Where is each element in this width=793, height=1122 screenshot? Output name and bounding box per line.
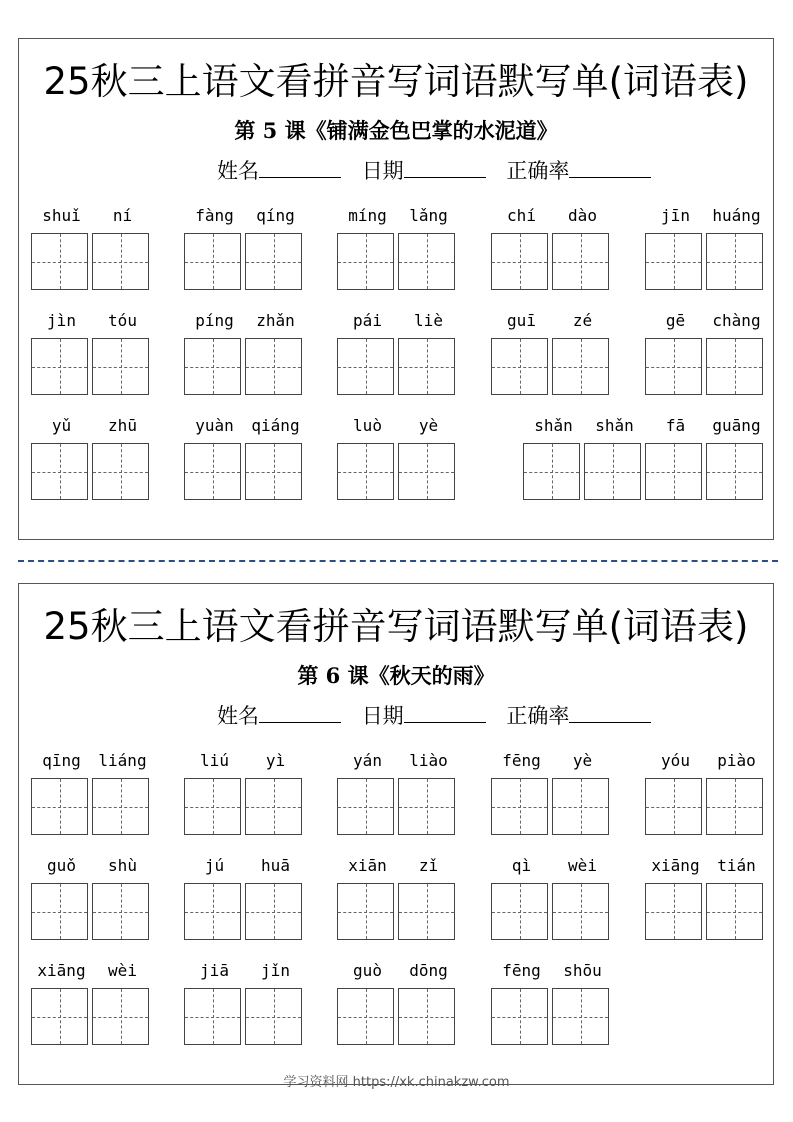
word-group: [337, 310, 459, 395]
worksheet-lesson-6: [18, 583, 774, 1085]
writing-box[interactable]: [398, 778, 455, 835]
pinyin-label: qīng: [42, 751, 81, 770]
char-cell: [645, 415, 706, 500]
pinyin-label: xiāng: [37, 961, 86, 980]
char-cell: [523, 415, 584, 500]
writing-box[interactable]: [337, 233, 394, 290]
char-cell: [398, 855, 459, 940]
word-group: [184, 205, 306, 290]
cut-line: [18, 560, 778, 562]
writing-box[interactable]: [92, 778, 149, 835]
writing-box[interactable]: [245, 338, 302, 395]
char-cell: [337, 205, 398, 290]
word-group: [645, 205, 767, 290]
char-cell: [398, 750, 459, 835]
char-cell: [337, 960, 398, 1045]
char-cell: [552, 750, 613, 835]
word-group: [491, 310, 613, 395]
char-cell: [491, 205, 552, 290]
writing-box[interactable]: [337, 443, 394, 500]
footer-watermark: 学习资料网 https://xk.chinakzw.com: [283, 1075, 510, 1090]
pinyin-label: wèi: [108, 961, 137, 980]
writing-box[interactable]: [184, 338, 241, 395]
writing-box[interactable]: [645, 778, 702, 835]
char-cell: [645, 310, 706, 395]
char-cell: [706, 855, 767, 940]
pinyin-label: tóu: [108, 311, 137, 330]
name-label: 姓名: [217, 704, 259, 728]
pinyin-label: jǐn: [261, 961, 290, 980]
writing-box[interactable]: [491, 338, 548, 395]
pinyin-label: jiā: [200, 961, 229, 980]
student-info-line: [217, 155, 665, 185]
char-cell: [31, 750, 92, 835]
char-cell: [337, 855, 398, 940]
pinyin-label: yán: [353, 751, 382, 770]
writing-box[interactable]: [92, 988, 149, 1045]
writing-box[interactable]: [31, 778, 88, 835]
char-cell: [245, 750, 306, 835]
char-cell: [92, 960, 153, 1045]
char-cell: [31, 415, 92, 500]
word-group: [337, 750, 459, 835]
writing-box[interactable]: [184, 883, 241, 940]
writing-box[interactable]: [552, 233, 609, 290]
char-cell: [184, 205, 245, 290]
pinyin-label: liào: [409, 751, 448, 770]
pinyin-label: liáng: [98, 751, 147, 770]
char-cell: [31, 960, 92, 1045]
writing-box[interactable]: [398, 338, 455, 395]
char-cell: [398, 310, 459, 395]
char-cell: [398, 960, 459, 1045]
writing-box[interactable]: [92, 233, 149, 290]
writing-box[interactable]: [31, 233, 88, 290]
writing-box[interactable]: [552, 338, 609, 395]
accuracy-blank[interactable]: [569, 702, 651, 723]
pinyin-label: míng: [348, 206, 387, 225]
char-cell: [184, 310, 245, 395]
worksheet-title: 25秋三上语文看拼音写词语默写单(词语表): [43, 605, 749, 648]
char-cell: [552, 855, 613, 940]
pinyin-label: chàng: [712, 311, 761, 330]
word-group: [523, 415, 767, 500]
word-group: [337, 960, 459, 1045]
lesson-heading: 第 5 课《铺满金色巴掌的水泥道》: [234, 118, 558, 143]
pinyin-label: zǐ: [418, 856, 439, 875]
pinyin-label: luò: [353, 416, 382, 435]
char-cell: [645, 855, 706, 940]
char-cell: [552, 310, 613, 395]
word-group: [184, 960, 306, 1045]
char-cell: [706, 205, 767, 290]
pinyin-label: yè: [418, 416, 439, 435]
student-info-line: [217, 700, 665, 730]
pinyin-label: shù: [108, 856, 137, 875]
writing-box[interactable]: [245, 988, 302, 1045]
pinyin-label: huáng: [712, 206, 761, 225]
char-cell: [92, 750, 153, 835]
word-group: [645, 750, 767, 835]
char-cell: [584, 415, 645, 500]
writing-box[interactable]: [31, 988, 88, 1045]
writing-box[interactable]: [398, 233, 455, 290]
pinyin-label: guī: [507, 311, 536, 330]
char-cell: [184, 855, 245, 940]
writing-box[interactable]: [337, 988, 394, 1045]
name-label: 姓名: [217, 159, 259, 183]
pinyin-label: yè: [572, 751, 593, 770]
writing-box[interactable]: [92, 338, 149, 395]
word-group: [31, 310, 153, 395]
pinyin-label: shǎn: [534, 416, 573, 435]
accuracy-label: 正确率: [506, 704, 570, 728]
lesson-heading: 第 6 课《秋天的雨》: [297, 663, 495, 688]
pinyin-label: yuàn: [195, 416, 234, 435]
pinyin-label: xiān: [348, 856, 387, 875]
writing-box[interactable]: [31, 883, 88, 940]
char-cell: [337, 750, 398, 835]
accuracy-blank[interactable]: [569, 157, 651, 178]
word-group: [491, 960, 613, 1045]
word-group: [645, 855, 767, 940]
char-cell: [491, 750, 552, 835]
writing-box[interactable]: [645, 233, 702, 290]
writing-box[interactable]: [92, 883, 149, 940]
writing-box[interactable]: [706, 233, 763, 290]
writing-box[interactable]: [491, 233, 548, 290]
pinyin-label: yóu: [661, 751, 690, 770]
char-cell: [245, 205, 306, 290]
pinyin-label: qiáng: [251, 416, 300, 435]
char-cell: [706, 310, 767, 395]
pinyin-label: shuǐ: [42, 206, 81, 225]
char-cell: [491, 310, 552, 395]
char-cell: [398, 415, 459, 500]
pinyin-label: gē: [665, 311, 686, 330]
writing-box[interactable]: [523, 443, 580, 500]
pinyin-label: píng: [195, 311, 234, 330]
writing-box[interactable]: [645, 338, 702, 395]
word-group: [491, 205, 613, 290]
word-group: [337, 205, 459, 290]
writing-box[interactable]: [184, 988, 241, 1045]
pinyin-label: shǎn: [595, 416, 634, 435]
writing-box[interactable]: [184, 778, 241, 835]
pinyin-label: liú: [200, 751, 229, 770]
char-cell: [245, 960, 306, 1045]
writing-box[interactable]: [92, 443, 149, 500]
pinyin-label: ní: [112, 206, 133, 225]
word-group: [184, 310, 306, 395]
pinyin-label: liè: [414, 311, 443, 330]
pinyin-label: qíng: [256, 206, 295, 225]
word-group: [31, 750, 153, 835]
char-cell: [92, 205, 153, 290]
writing-box[interactable]: [645, 883, 702, 940]
writing-box[interactable]: [184, 443, 241, 500]
pinyin-label: zhǎn: [256, 311, 295, 330]
writing-box[interactable]: [584, 443, 641, 500]
word-group: [491, 855, 613, 940]
word-group: [337, 855, 459, 940]
pinyin-label: qì: [511, 856, 532, 875]
char-cell: [706, 415, 767, 500]
pinyin-label: fàng: [195, 206, 234, 225]
char-cell: [706, 750, 767, 835]
writing-box[interactable]: [552, 883, 609, 940]
pinyin-label: shōu: [563, 961, 602, 980]
word-group: [337, 415, 459, 500]
pinyin-label: guāng: [712, 416, 761, 435]
char-cell: [31, 855, 92, 940]
word-group: [31, 960, 153, 1045]
char-cell: [184, 960, 245, 1045]
pinyin-label: dōng: [409, 961, 448, 980]
word-group: [31, 855, 153, 940]
writing-box[interactable]: [398, 883, 455, 940]
char-cell: [552, 205, 613, 290]
char-cell: [491, 855, 552, 940]
char-cell: [245, 415, 306, 500]
char-cell: [31, 205, 92, 290]
word-group: [645, 310, 767, 395]
pinyin-label: zé: [572, 311, 593, 330]
pinyin-label: fēng: [502, 961, 541, 980]
pinyin-label: guǒ: [47, 856, 76, 875]
word-group: [184, 415, 306, 500]
pinyin-label: tián: [717, 856, 756, 875]
word-group: [31, 205, 153, 290]
accuracy-label: 正确率: [506, 159, 570, 183]
pinyin-label: fā: [665, 416, 686, 435]
pinyin-label: guò: [353, 961, 382, 980]
pinyin-label: xiāng: [651, 856, 700, 875]
writing-box[interactable]: [337, 338, 394, 395]
date-blank[interactable]: [404, 157, 486, 178]
writing-box[interactable]: [31, 338, 88, 395]
char-cell: [337, 310, 398, 395]
char-cell: [245, 310, 306, 395]
char-cell: [645, 205, 706, 290]
writing-box[interactable]: [706, 883, 763, 940]
writing-box[interactable]: [706, 338, 763, 395]
char-cell: [645, 750, 706, 835]
word-group: [31, 415, 153, 500]
pinyin-label: dào: [568, 206, 597, 225]
char-cell: [92, 415, 153, 500]
name-blank[interactable]: [259, 157, 341, 178]
name-blank[interactable]: [259, 702, 341, 723]
pinyin-label: yǔ: [51, 416, 72, 435]
writing-box[interactable]: [491, 988, 548, 1045]
pinyin-label: fēng: [502, 751, 541, 770]
char-cell: [398, 205, 459, 290]
pinyin-label: yì: [265, 751, 286, 770]
word-group: [184, 855, 306, 940]
pinyin-label: wèi: [568, 856, 597, 875]
char-cell: [184, 415, 245, 500]
writing-box[interactable]: [245, 233, 302, 290]
writing-box[interactable]: [337, 778, 394, 835]
writing-box[interactable]: [245, 443, 302, 500]
worksheet-title: 25秋三上语文看拼音写词语默写单(词语表): [43, 60, 749, 103]
char-cell: [491, 960, 552, 1045]
char-cell: [92, 855, 153, 940]
date-label: 日期: [361, 704, 404, 728]
writing-box[interactable]: [491, 883, 548, 940]
char-cell: [337, 415, 398, 500]
writing-box[interactable]: [552, 778, 609, 835]
pinyin-label: jīn: [661, 206, 690, 225]
writing-box[interactable]: [184, 233, 241, 290]
pinyin-label: piào: [717, 751, 756, 770]
date-blank[interactable]: [404, 702, 486, 723]
worksheet-lesson-5: [18, 38, 774, 540]
writing-box[interactable]: [552, 988, 609, 1045]
pinyin-label: zhū: [108, 416, 137, 435]
word-group: [491, 750, 613, 835]
writing-box[interactable]: [491, 778, 548, 835]
pinyin-label: jú: [204, 856, 225, 875]
char-cell: [245, 855, 306, 940]
writing-box[interactable]: [706, 778, 763, 835]
writing-box[interactable]: [31, 443, 88, 500]
writing-box[interactable]: [706, 443, 763, 500]
pinyin-label: lǎng: [409, 206, 448, 225]
char-cell: [92, 310, 153, 395]
word-group: [184, 750, 306, 835]
char-cell: [184, 750, 245, 835]
char-cell: [31, 310, 92, 395]
writing-box[interactable]: [398, 988, 455, 1045]
pinyin-label: chí: [507, 206, 536, 225]
writing-box[interactable]: [245, 778, 302, 835]
writing-box[interactable]: [245, 883, 302, 940]
pinyin-label: huā: [261, 856, 290, 875]
pinyin-label: jìn: [47, 311, 76, 330]
writing-box[interactable]: [337, 883, 394, 940]
date-label: 日期: [361, 159, 404, 183]
pinyin-label: pái: [353, 311, 382, 330]
writing-box[interactable]: [645, 443, 702, 500]
char-cell: [552, 960, 613, 1045]
writing-box[interactable]: [398, 443, 455, 500]
